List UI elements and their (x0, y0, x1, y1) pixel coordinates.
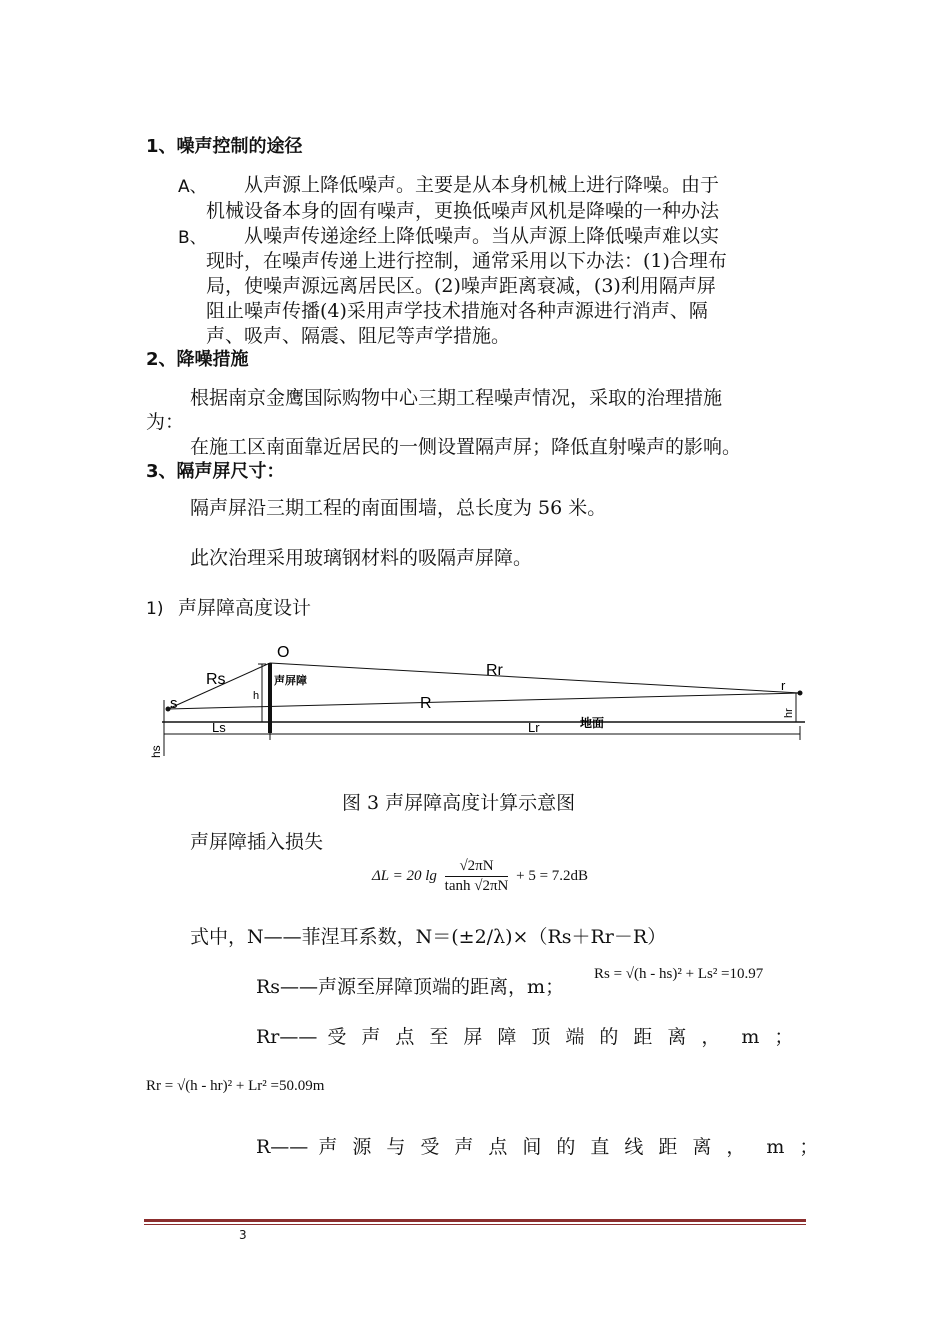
rs-formula: Rs = √(h - hs)² + Ls² =10.97 (594, 966, 764, 982)
formula-den-sqrt: √2πN (474, 878, 509, 894)
barrier-wall (268, 663, 272, 733)
label-barrier: 声屏障 (274, 675, 307, 687)
label-hs: hs (149, 745, 163, 758)
section-2-number: 2、 (146, 349, 177, 370)
item-b-line3: 局，使噪声源远离居民区。(2)噪声距离衰减，(3)利用隔声屏 (206, 275, 716, 297)
formula-den-tanh: tanh (444, 878, 475, 894)
rs-definition: Rs——声源至屏障顶端的距离，m； (256, 976, 565, 998)
where-intro: 式中，N——菲涅耳系数，N＝(±2/λ)×（Rs＋Rr－R） (190, 926, 667, 948)
section-1-title: 噪声控制的途径 (176, 136, 303, 157)
rr-unit: m； (741, 1026, 809, 1048)
formula-lhs: ΔL = 20 lg (372, 867, 437, 884)
formula-fraction (445, 858, 509, 895)
section-1-heading (146, 132, 303, 158)
subsection-1-title: 声屏障高度设计 (178, 597, 312, 619)
item-a-label: A、 (178, 177, 207, 197)
measures-line2: 为： (146, 411, 185, 433)
barrier-height-diagram (140, 640, 820, 770)
label-rs: Rs (206, 671, 226, 688)
formula-numerator: √2πN (445, 858, 509, 877)
label-lr: Lr (528, 720, 540, 735)
item-b-line2: 现时，在噪声传递上进行控制，通常采用以下办法：(1)合理布 (206, 250, 727, 272)
subsection-1-number: 1) (146, 599, 164, 619)
formula-rhs: + 5 = 7.2dB (516, 867, 589, 884)
r-definition (256, 1132, 833, 1159)
size-line1: 隔声屏沿三期工程的南面围墙，总长度为 56 米。 (190, 497, 607, 519)
label-ground: 地面 (580, 716, 605, 730)
item-a-line1: 从声源上降低噪声。主要是从本身机械上进行降噪。由于 (244, 174, 720, 196)
footer-rule (144, 1219, 806, 1222)
rr-line (270, 663, 800, 693)
label-s: s (170, 695, 178, 712)
section-2-heading (146, 345, 249, 371)
section-1-number: 1、 (146, 136, 177, 157)
r-unit: m； (766, 1136, 834, 1158)
rr-text: 受声点至屏障顶端的距离， (327, 1026, 736, 1048)
section-3-title: 隔声屏尺寸： (176, 461, 285, 482)
label-rr: Rr (486, 662, 503, 679)
size-line2: 此次治理采用玻璃钢材料的吸隔声屏障。 (190, 547, 533, 569)
r-line (168, 693, 800, 709)
section-3-number: 3、 (146, 461, 177, 482)
label-r: R (420, 695, 432, 712)
rr-formula: Rr = √(h - hr)² + Lr² =50.09m (146, 1078, 325, 1094)
item-b-label: B、 (178, 228, 207, 248)
label-r-point: r (781, 678, 786, 693)
section-2-title: 降噪措施 (176, 349, 249, 370)
r-label: R—— (256, 1136, 309, 1158)
insertion-loss-title: 声屏障插入损失 (190, 831, 324, 853)
figure-caption: 图 3 声屏障高度计算示意图 (342, 792, 576, 814)
rr-definition (256, 1022, 808, 1049)
subsection-1 (146, 593, 311, 620)
label-h: h (253, 690, 260, 702)
label-hr: hr (783, 708, 795, 718)
r-text: 声源与受声点间的直线距离， (318, 1136, 761, 1158)
section-3-heading (146, 457, 285, 483)
item-b-line5: 声、吸声、隔震、阻尼等声学措施。 (206, 325, 511, 347)
label-ls: Ls (212, 720, 226, 735)
measures-line1: 根据南京金鹰国际购物中心三期工程噪声情况，采取的治理措施 (190, 387, 723, 409)
formula-denominator (445, 877, 509, 895)
insertion-loss-formula (372, 858, 588, 895)
measures-line3: 在施工区南面靠近居民的一侧设置隔声屏；降低直射噪声的影响。 (190, 436, 742, 458)
rr-label: Rr—— (256, 1026, 318, 1048)
label-o: O (277, 644, 290, 661)
footer-rule-thin (144, 1224, 806, 1225)
item-a-line2: 机械设备本身的固有噪声，更换低噪声风机是降噪的一种办法 (206, 200, 720, 222)
item-b-line4: 阻止噪声传播(4)采用声学技术措施对各种声源进行消声、隔 (206, 300, 708, 322)
item-b-line1: 从噪声传递途经上降低噪声。当从声源上降低噪声难以实 (244, 225, 720, 247)
page-number: 3 (239, 1228, 247, 1242)
